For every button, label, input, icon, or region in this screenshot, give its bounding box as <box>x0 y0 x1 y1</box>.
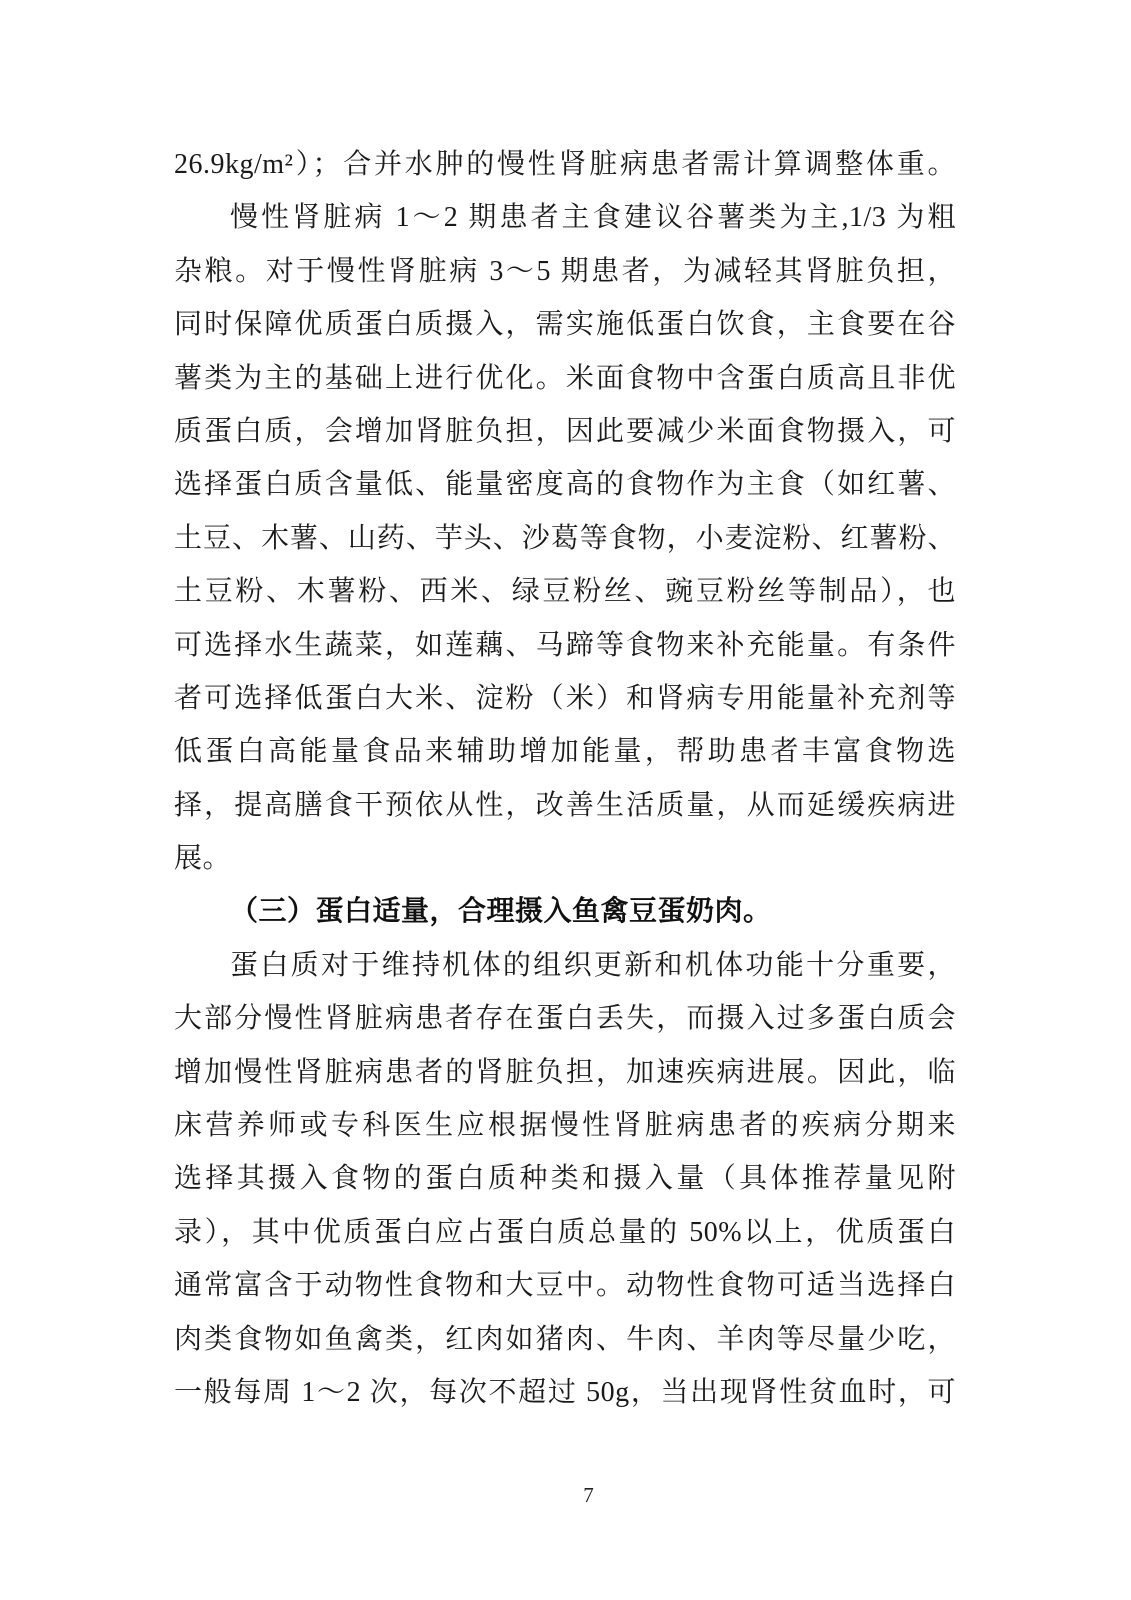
text-line: 土豆粉、木薯粉、西米、绿豆粉丝、豌豆粉丝等制品），也 <box>174 576 956 608</box>
text-line: 者可选择低蛋白大米、淀粉（米）和肾病专用能量补充剂等 <box>174 682 956 714</box>
text-line: 增加慢性肾脏病患者的肾脏负担，加速疾病进展。因此，临 <box>174 1056 956 1088</box>
text-line: 选择蛋白质含量低、能量密度高的食物作为主食（如红薯、 <box>174 469 956 501</box>
text-line: 录），其中优质蛋白应占蛋白质总量的 50%以上，优质蛋白 <box>174 1216 956 1248</box>
page-body <box>174 138 956 1419</box>
text-line: 低蛋白高能量食品来辅助增加能量，帮助患者丰富食物选 <box>174 736 956 768</box>
text-line: 大部分慢性肾脏病患者存在蛋白丢失，而摄入过多蛋白质会 <box>174 1003 956 1035</box>
text-line: 蛋白质对于维持机体的组织更新和机体功能十分重要， <box>230 949 956 981</box>
text-line: 一般每周 1～2 次，每次不超过 50g，当出现肾性贫血时，可 <box>174 1376 956 1408</box>
text-line: 同时保障优质蛋白质摄入，需实施低蛋白饮食，主食要在谷 <box>174 309 956 341</box>
text-line: 26.9kg/m²）；合并水肿的慢性肾脏病患者需计算调整体重。 <box>174 149 956 180</box>
text-line: 展。 <box>174 843 232 875</box>
text-line: 选择其摄入食物的蛋白质种类和摄入量（具体推荐量见附 <box>174 1163 956 1195</box>
text-line: 杂粮。对于慢性肾脏病 3～5 期患者，为减轻其肾脏负担， <box>174 255 956 287</box>
text-line: 慢性肾脏病 1～2 期患者主食建议谷薯类为主,1/3 为粗 <box>230 202 956 234</box>
section-heading: （三）蛋白适量，合理摄入鱼禽豆蛋奶肉。 <box>230 896 772 928</box>
page-footer <box>0 1480 1131 1510</box>
page-number: 7 <box>583 1483 594 1507</box>
text-line: 通常富含于动物性食物和大豆中。动物性食物可适当选择白 <box>174 1270 956 1302</box>
text-line: 质蛋白质，会增加肾脏负担，因此要减少米面食物摄入，可 <box>174 415 956 447</box>
text-line: 土豆、木薯、山药、芋头、沙葛等食物，小麦淀粉、红薯粉、 <box>174 522 956 554</box>
text-line: 床营养师或专科医生应根据慢性肾脏病患者的疾病分期来 <box>174 1110 956 1142</box>
text-line: 择，提高膳食干预依从性，改善生活质量，从而延缓疾病进 <box>174 789 956 821</box>
text-line: 薯类为主的基础上进行优化。米面食物中含蛋白质高且非优 <box>174 362 956 394</box>
text-line: 可选择水生蔬菜，如莲藕、马蹄等食物来补充能量。有条件 <box>174 629 956 661</box>
text-line: 肉类食物如鱼禽类，红肉如猪肉、牛肉、羊肉等尽量少吃， <box>174 1323 956 1355</box>
